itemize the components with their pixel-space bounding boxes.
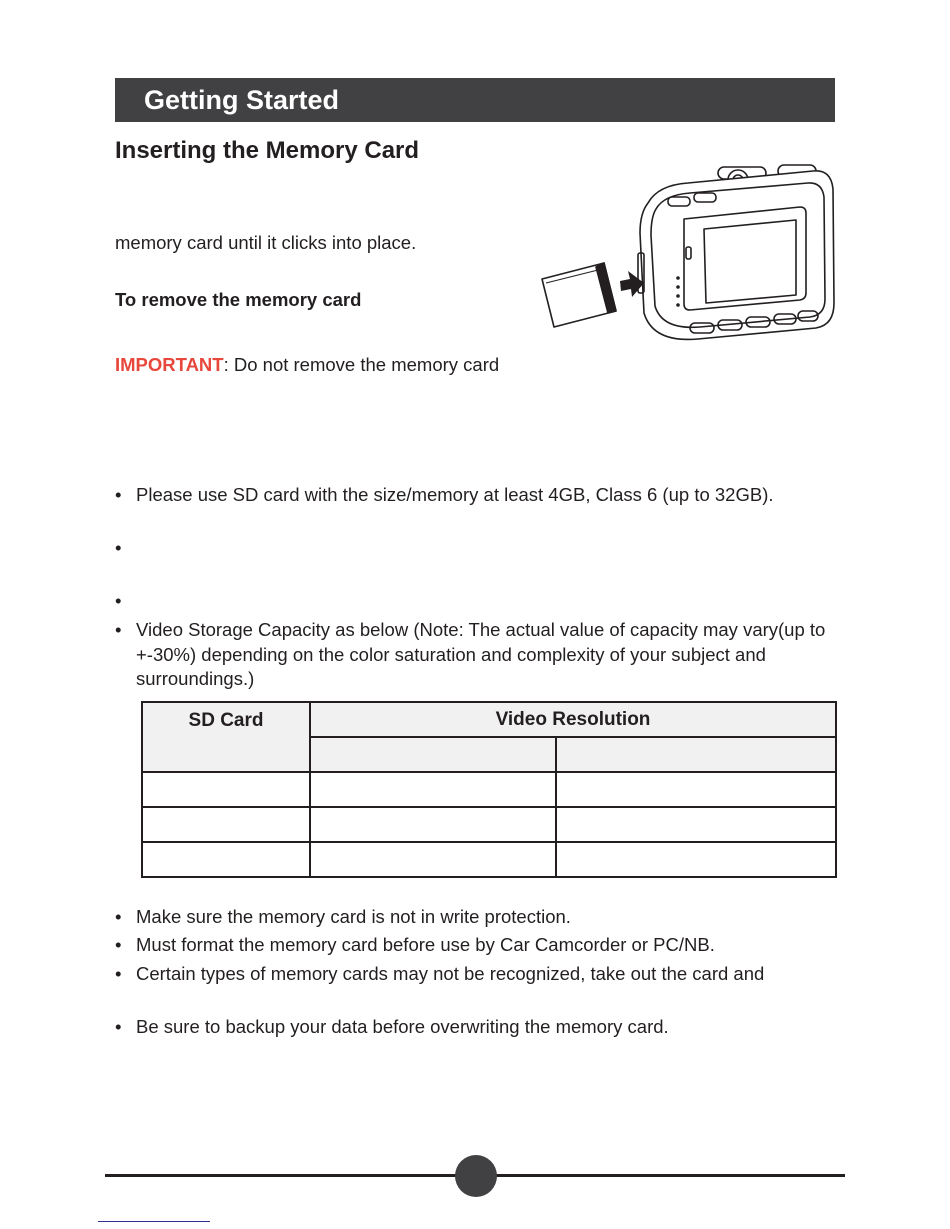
important-note (115, 353, 499, 377)
subheader-cell (556, 737, 836, 772)
table-cell (142, 842, 310, 877)
table-header-row (142, 702, 836, 737)
bullet-marker: • (115, 906, 122, 927)
section-header-bar (115, 78, 835, 122)
table-cell (310, 842, 556, 877)
header-sd-card: SD Card (142, 702, 310, 772)
table-cell (142, 807, 310, 842)
bottom-link-underline (98, 1221, 210, 1222)
bullet-marker: • (115, 934, 122, 955)
header-video-resolution: Video Resolution (310, 702, 836, 737)
note-format-card: Must format the memory card before use by Car Camcorder or PC/NB. (136, 934, 715, 955)
capacity-table (141, 701, 837, 878)
page-title: Inserting the Memory Card (115, 137, 420, 164)
insert-instruction: memory card until it clicks into place. (115, 232, 417, 253)
note-write-protection: Make sure the memory card is not in write protection. (136, 906, 571, 927)
table-row (142, 807, 836, 842)
note-storage-capacity: Video Storage Capacity as below (Note: The actual value of capacity may vary(up to +-30%) depending on the color saturation and complexity of your subject and surroundings.) (136, 619, 826, 689)
bullet-marker: • (115, 484, 122, 505)
bullet-marker: • (115, 963, 122, 984)
bullet-marker: • (115, 1016, 122, 1037)
table-cell (556, 772, 836, 807)
bullet-marker: • (115, 590, 122, 611)
section-header-title: Getting Started (144, 85, 340, 115)
note-card-recognition: Certain types of memory cards may not be recognized, take out the card and (136, 963, 765, 984)
remove-card-heading: To remove the memory card (115, 289, 362, 310)
bullet-marker: • (115, 537, 122, 558)
table-row (142, 772, 836, 807)
camcorder-memory-card-insert-icon (538, 163, 838, 373)
note-sd-card-size: Please use SD card with the size/memory at least 4GB, Class 6 (up to 32GB). (136, 484, 774, 505)
bullet-marker: • (115, 619, 122, 640)
page-number-badge (455, 1155, 497, 1197)
note-backup-data: Be sure to backup your data before overwriting the memory card. (136, 1016, 669, 1037)
table-cell (310, 772, 556, 807)
table-cell (556, 842, 836, 877)
table-cell (556, 807, 836, 842)
important-label: IMPORTANT (115, 354, 224, 375)
subheader-cell (310, 737, 556, 772)
table-cell (142, 772, 310, 807)
table-row (142, 842, 836, 877)
important-text: : Do not remove the memory card (223, 354, 500, 375)
table-cell (310, 807, 556, 842)
